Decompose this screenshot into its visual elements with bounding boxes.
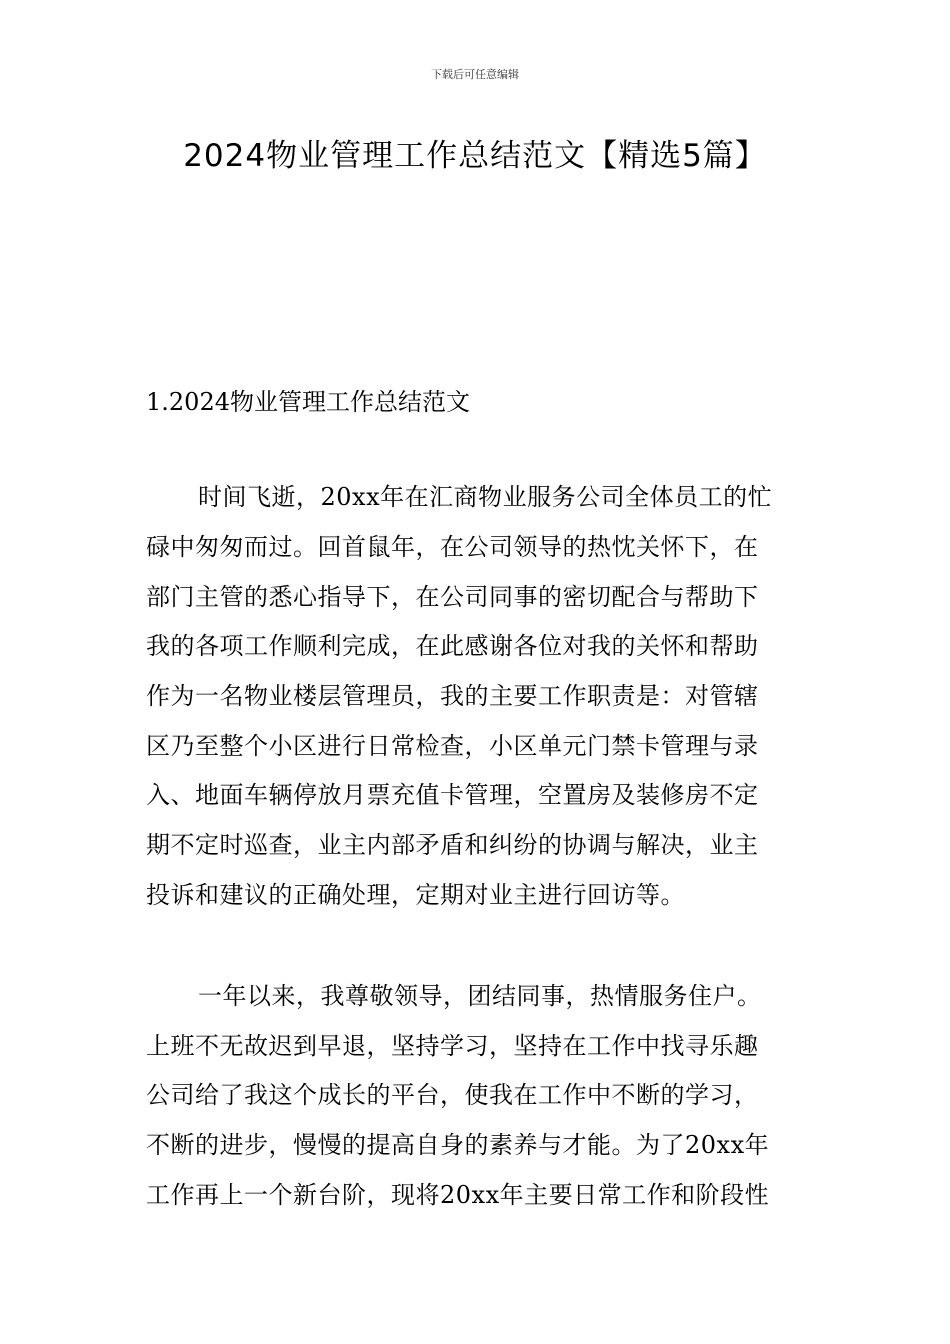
paragraph-line: 公司给了我这个成长的平台，使我在工作中不断的学习， <box>146 1081 759 1109</box>
section-heading: 1.2024物业管理工作总结范文 <box>146 388 470 416</box>
paragraph-line: 上班不无故迟到早退，坚持学习，坚持在工作中找寻乐趣 <box>146 1032 759 1060</box>
document-title: 2024物业管理工作总结范文【精选5篇】 <box>183 138 767 174</box>
paragraph-line: 期不定时巡查，业主内部矛盾和纠纷的协调与解决，业主 <box>146 831 759 859</box>
paragraph-line: 入、地面车辆停放月票充值卡管理，空置房及装修房不定 <box>146 781 759 809</box>
paragraph-line: 作为一名物业楼层管理员，我的主要工作职责是：对管辖 <box>146 682 759 710</box>
paragraph-line: 我的各项工作顺利完成，在此感谢各位对我的关怀和帮助 <box>146 632 759 660</box>
paragraph-line: 时间飞逝，20xx年在汇商物业服务公司全体员工的忙 <box>198 483 773 511</box>
paragraph-line: 区乃至整个小区进行日常检查，小区单元门禁卡管理与录 <box>146 732 759 760</box>
paragraph-line: 碌中匆匆而过。回首鼠年，在公司领导的热忱关怀下，在 <box>146 533 759 561</box>
paragraph-line: 部门主管的悉心指导下，在公司同事的密切配合与帮助下 <box>146 583 759 611</box>
header-note: 下载后可任意编辑 <box>431 68 519 81</box>
paragraph-line: 投诉和建议的正确处理，定期对业主进行回访等。 <box>146 881 685 909</box>
paragraph-line: 不断的进步，慢慢的提高自身的素养与才能。为了20xx年 <box>146 1131 770 1159</box>
paragraph-line: 一年以来，我尊敬领导，团结同事，热情服务住户。 <box>198 982 762 1010</box>
paragraph-line: 工作再上一个新台阶，现将20xx年主要日常工作和阶段性 <box>146 1181 770 1209</box>
